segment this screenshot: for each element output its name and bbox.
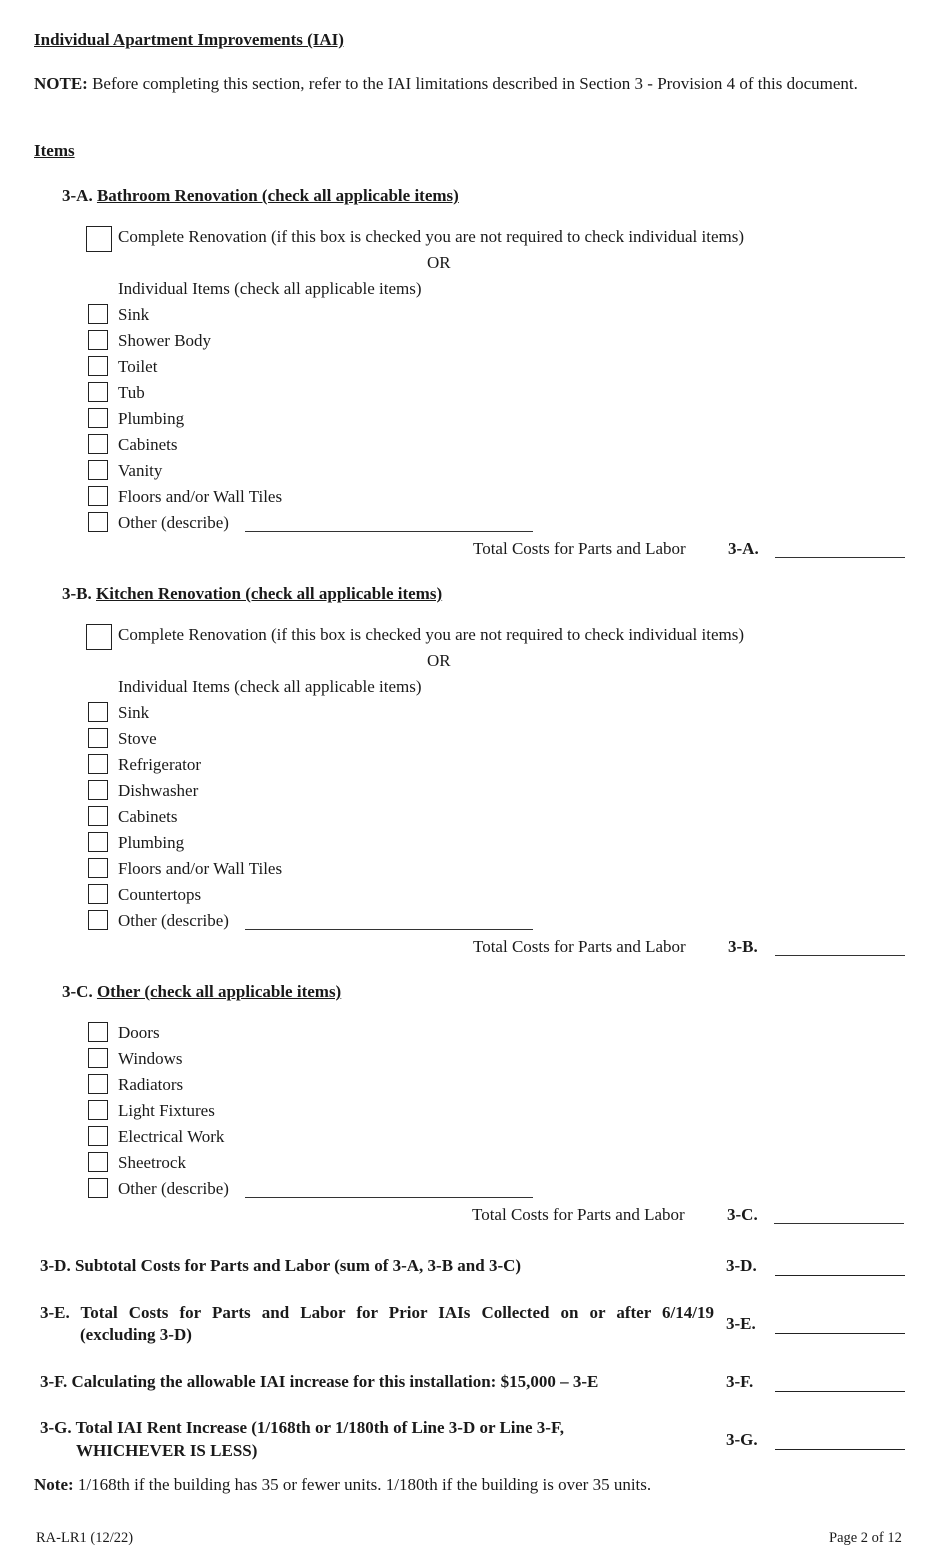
kitchen-other-describe-field[interactable] [245, 929, 533, 930]
note-text: Before completing this section, refer to the IAI limitations described in Section 3 - Provision 4 of this document. [87, 74, 858, 93]
bathroom-complete-label: Complete Renovation (if this box is checked you are not required to check individual items) [118, 227, 745, 246]
other-windows-checkbox[interactable] [88, 1048, 108, 1068]
kitchen-complete-label: Complete Renovation (if this box is checked you are not required to check individual items) [118, 625, 745, 644]
kitchen-cabinets-label: Cabinets [118, 807, 178, 826]
allowable-increase-field[interactable] [775, 1391, 905, 1392]
bathroom-floors-checkbox[interactable] [88, 486, 108, 506]
bathroom-individual-label: Individual Items (check all applicable items) [118, 279, 422, 298]
bathroom-sink-label: Sink [118, 305, 150, 324]
kitchen-plumbing-label: Plumbing [118, 833, 185, 852]
bathroom-total-field[interactable] [775, 557, 905, 558]
note-label: NOTE: [34, 74, 88, 93]
other-total-field[interactable] [774, 1223, 904, 1224]
other-electrical-checkbox[interactable] [88, 1126, 108, 1146]
section-b-number: 3-B. [62, 584, 92, 603]
subtotal-field[interactable] [775, 1275, 905, 1276]
bathroom-other-describe-field[interactable] [245, 531, 533, 532]
kitchen-sink-label: Sink [118, 703, 150, 722]
bathroom-vanity-checkbox[interactable] [88, 460, 108, 480]
bathroom-other-label: Other (describe) [118, 513, 229, 532]
other-windows-label: Windows [118, 1049, 183, 1068]
other-other-checkbox[interactable] [88, 1178, 108, 1198]
other-radiators-checkbox[interactable] [88, 1074, 108, 1094]
bathroom-vanity-label: Vanity [118, 461, 163, 480]
bathroom-tub-checkbox[interactable] [88, 382, 108, 402]
rent-increase-code: 3-G. [726, 1430, 758, 1449]
form-id: RA-LR1 (12/22) [36, 1530, 134, 1546]
kitchen-countertops-checkbox[interactable] [88, 884, 108, 904]
kitchen-or-label: OR [427, 651, 451, 670]
prior-iai-label-line2: (excluding 3-D) [80, 1325, 192, 1344]
other-light-fixtures-checkbox[interactable] [88, 1100, 108, 1120]
kitchen-sink-checkbox[interactable] [88, 702, 108, 722]
bathroom-total-code: 3-A. [728, 539, 759, 558]
rent-increase-label-line1: 3-G. Total IAI Rent Increase (1/168th or 1/180th of Line 3-D or Line 3-F, [40, 1418, 565, 1437]
kitchen-dishwasher-label: Dishwasher [118, 781, 199, 800]
bathroom-floors-label: Floors and/or Wall Tiles [118, 487, 283, 506]
bathroom-toilet-checkbox[interactable] [88, 356, 108, 376]
prior-iai-label-line1: 3-E. Total Costs for Parts and Labor for Prior IAIs Collected on or after 6/14/19 [40, 1303, 714, 1322]
kitchen-other-checkbox[interactable] [88, 910, 108, 930]
other-total-code: 3-C. [727, 1205, 758, 1224]
subtotal-label: 3-D. Subtotal Costs for Parts and Labor (sum of 3-A, 3-B and 3-C) [40, 1256, 522, 1275]
section-b-title: Kitchen Renovation (check all applicable items) [96, 584, 443, 603]
section-c-heading [62, 982, 341, 1002]
other-sheetrock-label: Sheetrock [118, 1153, 186, 1172]
bathroom-tub-label: Tub [118, 383, 145, 402]
kitchen-complete-checkbox[interactable] [86, 624, 112, 650]
bathroom-or-label: OR [427, 253, 451, 272]
section-a-title: Bathroom Renovation (check all applicable items) [96, 186, 459, 205]
bathroom-sink-checkbox[interactable] [88, 304, 108, 324]
bathroom-complete-checkbox[interactable] [86, 226, 112, 252]
kitchen-floors-checkbox[interactable] [88, 858, 108, 878]
other-doors-label: Doors [118, 1023, 160, 1042]
kitchen-other-label: Other (describe) [118, 911, 229, 930]
rent-increase-label-line2: WHICHEVER IS LESS) [76, 1441, 258, 1460]
other-other-describe-field[interactable] [245, 1197, 533, 1198]
section-b-heading [62, 584, 442, 604]
kitchen-total-code: 3-B. [728, 937, 758, 956]
units-note-label: Note: [34, 1475, 74, 1494]
kitchen-stove-checkbox[interactable] [88, 728, 108, 748]
kitchen-refrigerator-label: Refrigerator [118, 755, 202, 774]
prior-iai-code: 3-E. [726, 1314, 756, 1333]
other-other-label: Other (describe) [118, 1179, 229, 1198]
kitchen-refrigerator-checkbox[interactable] [88, 754, 108, 774]
bathroom-shower-body-label: Shower Body [118, 331, 212, 350]
kitchen-individual-label: Individual Items (check all applicable items) [118, 677, 422, 696]
prior-iai-field[interactable] [775, 1333, 905, 1334]
kitchen-dishwasher-checkbox[interactable] [88, 780, 108, 800]
bathroom-toilet-label: Toilet [118, 357, 158, 376]
bathroom-shower-body-checkbox[interactable] [88, 330, 108, 350]
kitchen-cabinets-checkbox[interactable] [88, 806, 108, 826]
items-heading: Items [34, 141, 75, 160]
bathroom-cabinets-checkbox[interactable] [88, 434, 108, 454]
rent-increase-field[interactable] [775, 1449, 905, 1450]
kitchen-total-label: Total Costs for Parts and Labor [473, 937, 686, 956]
page-number: Page 2 of 12 [829, 1530, 902, 1546]
kitchen-stove-label: Stove [118, 729, 157, 748]
bathroom-plumbing-checkbox[interactable] [88, 408, 108, 428]
other-doors-checkbox[interactable] [88, 1022, 108, 1042]
bathroom-other-checkbox[interactable] [88, 512, 108, 532]
section-c-number: 3-C. [62, 982, 93, 1001]
other-sheetrock-checkbox[interactable] [88, 1152, 108, 1172]
allowable-increase-label: 3-F. Calculating the allowable IAI increase for this installation: $15,000 – 3-E [40, 1372, 599, 1391]
allowable-increase-code: 3-F. [726, 1372, 754, 1391]
page-title: Individual Apartment Improvements (IAI) [34, 30, 344, 49]
other-electrical-label: Electrical Work [118, 1127, 225, 1146]
intro-note [34, 73, 894, 95]
kitchen-total-field[interactable] [775, 955, 905, 956]
kitchen-plumbing-checkbox[interactable] [88, 832, 108, 852]
other-light-fixtures-label: Light Fixtures [118, 1101, 215, 1120]
other-total-label: Total Costs for Parts and Labor [472, 1205, 685, 1224]
bathroom-total-label: Total Costs for Parts and Labor [473, 539, 686, 558]
subtotal-code: 3-D. [726, 1256, 757, 1275]
units-note [34, 1475, 651, 1495]
kitchen-countertops-label: Countertops [118, 885, 202, 904]
kitchen-floors-label: Floors and/or Wall Tiles [118, 859, 283, 878]
bathroom-cabinets-label: Cabinets [118, 435, 178, 454]
section-c-title: Other (check all applicable items) [96, 982, 342, 1001]
other-radiators-label: Radiators [118, 1075, 184, 1094]
units-note-text: 1/168th if the building has 35 or fewer units. 1/180th if the building is over 35 units. [73, 1475, 652, 1494]
section-a-number: 3-A. [62, 186, 93, 205]
section-a-heading [62, 186, 459, 206]
bathroom-plumbing-label: Plumbing [118, 409, 185, 428]
